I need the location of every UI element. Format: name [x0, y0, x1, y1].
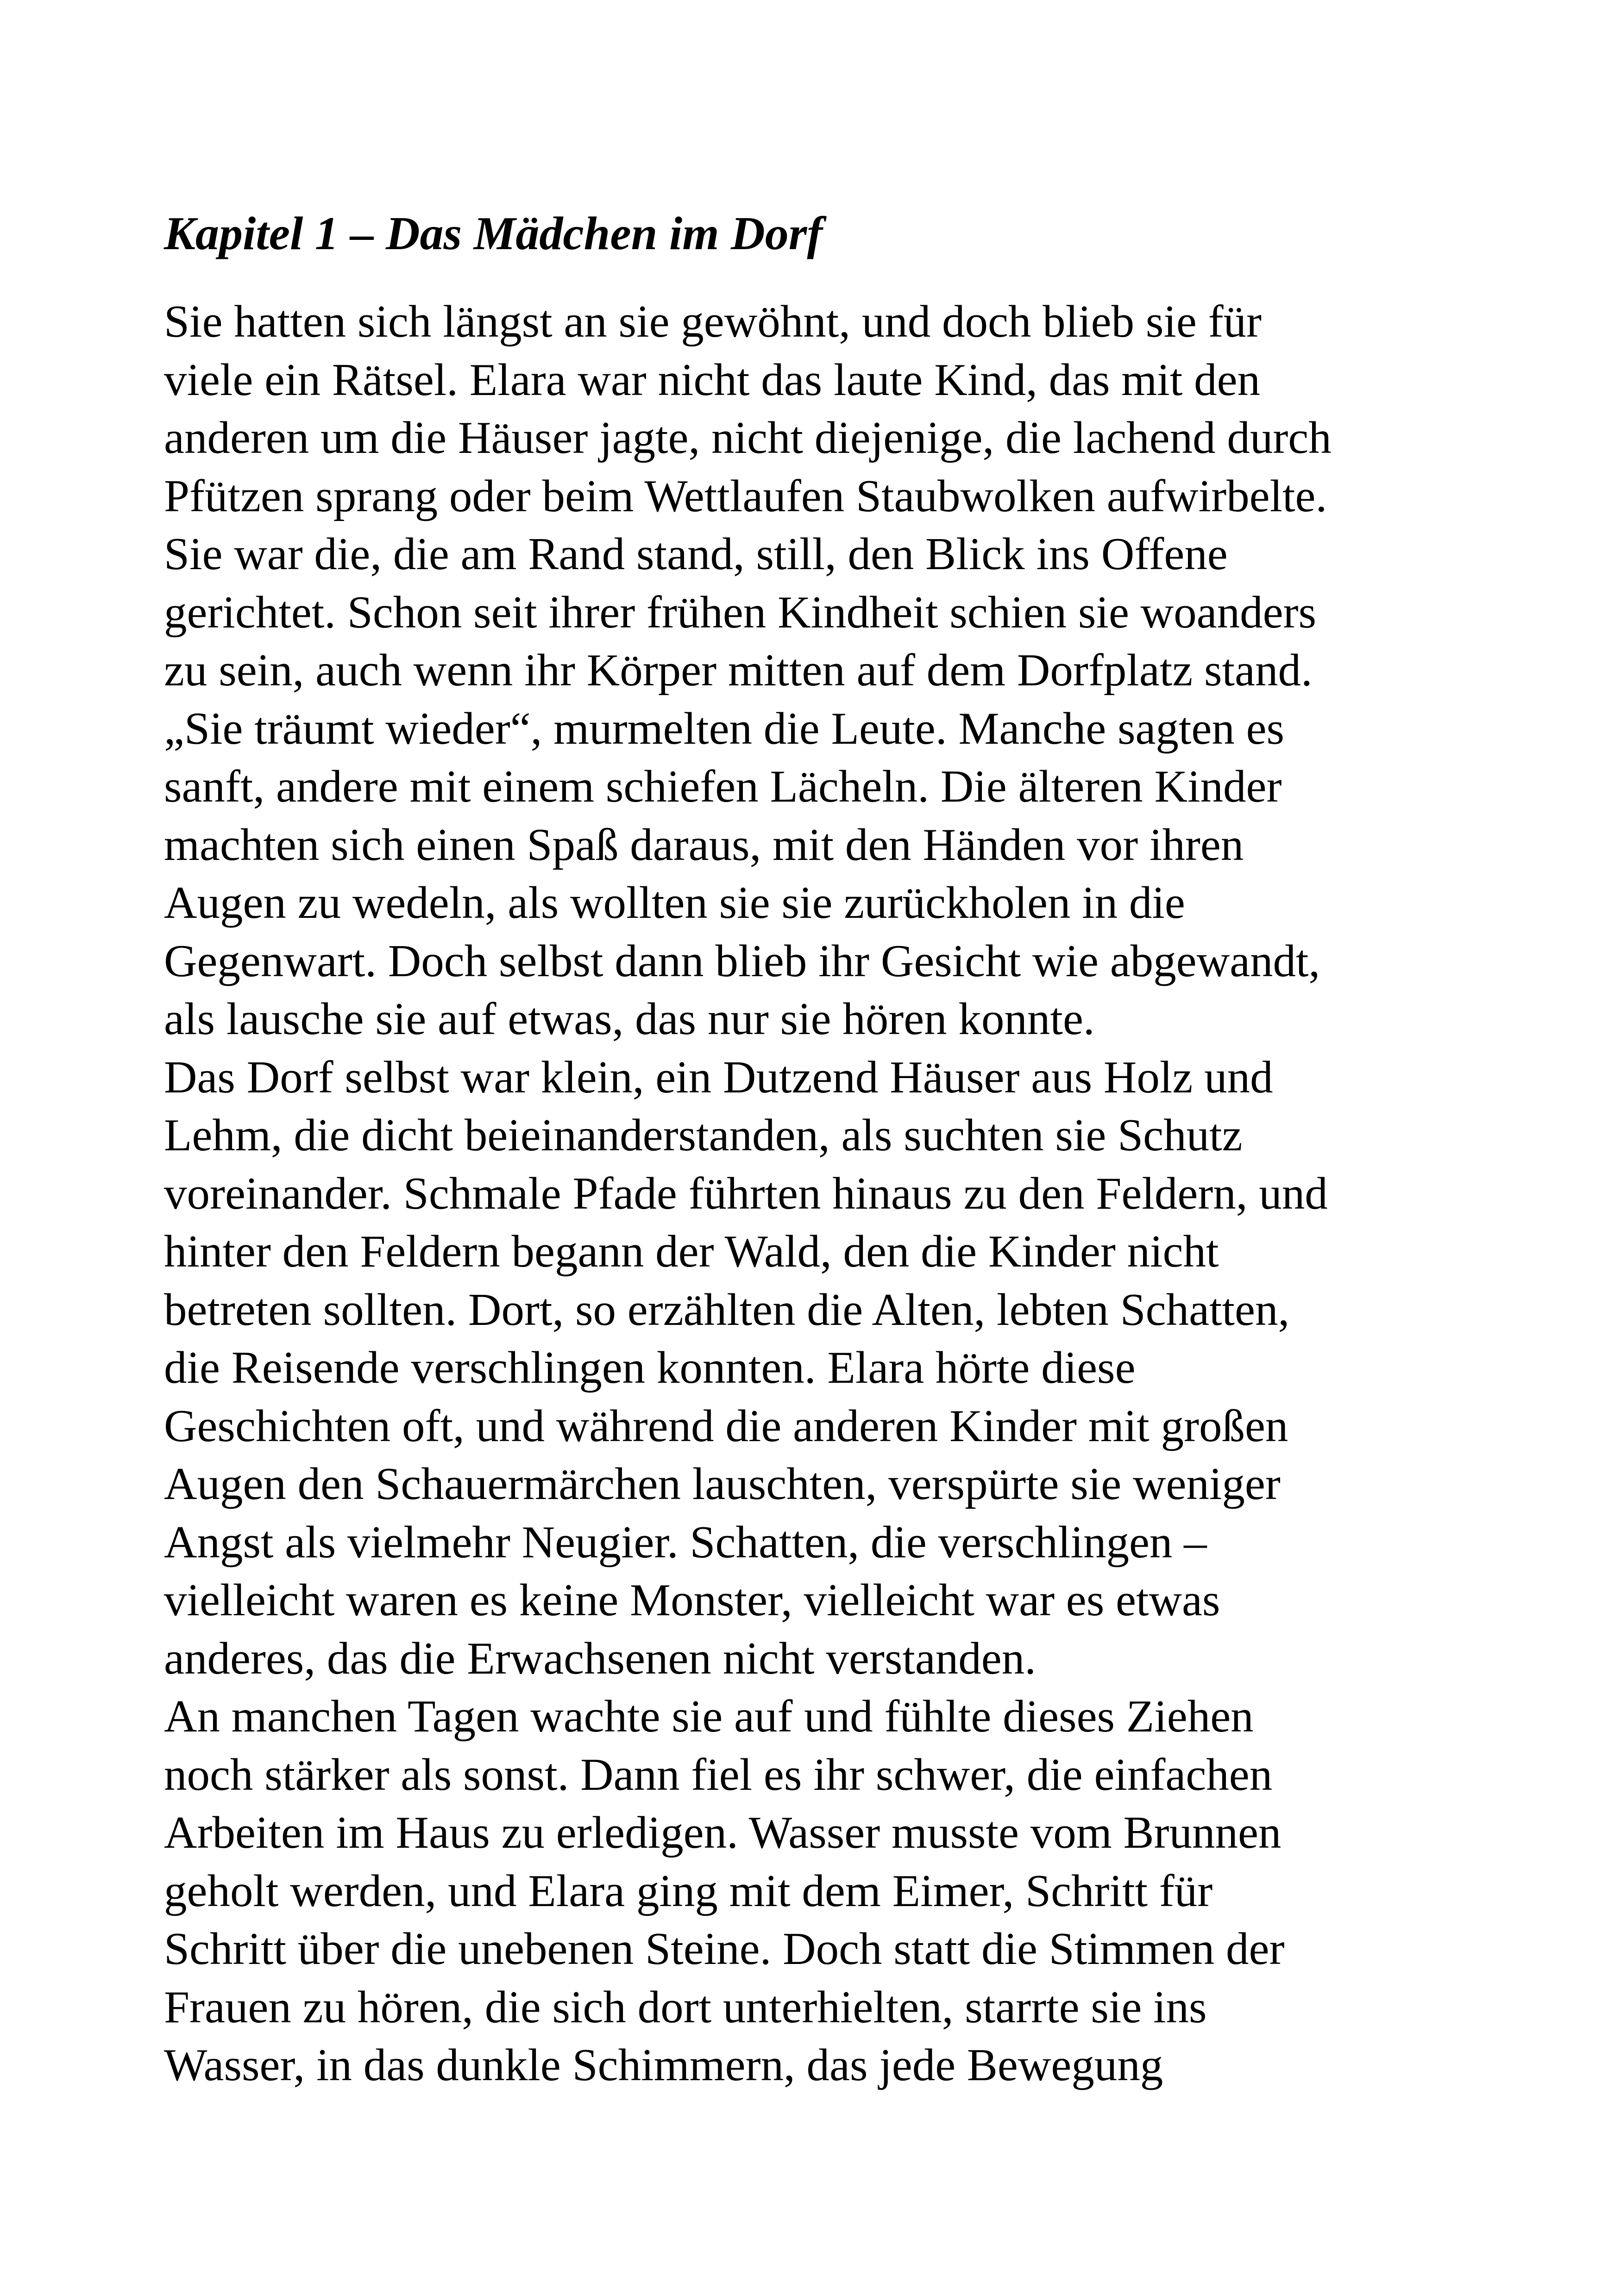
body-line: Das Dorf selbst war klein, ein Dutzend Häuser aus Holz und	[164, 1052, 1273, 1103]
body-line: noch stärker als sonst. Dann fiel es ihr schwer, die einfachen	[164, 1749, 1273, 1800]
body-line: Sie war die, die am Rand stand, still, den Blick ins Offene	[164, 529, 1228, 579]
body-line: betreten sollten. Dort, so erzählten die Alten, lebten Schatten,	[164, 1284, 1290, 1335]
body-line: Angst als vielmehr Neugier. Schatten, die verschlingen –	[164, 1517, 1207, 1568]
body-line: vielleicht waren es keine Monster, vielleicht war es etwas	[164, 1575, 1220, 1625]
body-line: Lehm, die dicht beieinanderstanden, als suchten sie Schutz	[164, 1110, 1243, 1161]
body-line: „Sie träumt wieder“, murmelten die Leute. Manche sagten es	[164, 703, 1285, 754]
body-line: Sie hatten sich längst an sie gewöhnt, und doch blieb sie für	[164, 296, 1262, 347]
body-line: viele ein Rätsel. Elara war nicht das laute Kind, das mit den	[164, 354, 1261, 405]
body-line: Frauen zu hören, die sich dort unterhielten, starrte sie ins	[164, 1982, 1207, 2033]
body-line: zu sein, auch wenn ihr Körper mitten auf dem Dorfplatz stand.	[164, 645, 1313, 696]
body-line: anderes, das die Erwachsenen nicht verstanden.	[164, 1633, 1036, 1684]
body-line: voreinander. Schmale Pfade führten hinaus zu den Feldern, und	[164, 1168, 1328, 1219]
body-line: gerichtet. Schon seit ihrer frühen Kindheit schien sie woanders	[164, 587, 1317, 638]
body-line: An manchen Tagen wachte sie auf und fühlte dieses Ziehen	[164, 1691, 1254, 1742]
body-line: Gegenwart. Doch selbst dann blieb ihr Gesicht wie abgewandt,	[164, 935, 1320, 986]
body-line: Augen den Schauermärchen lauschten, verspürte sie weniger	[164, 1459, 1281, 1509]
body-line: hinter den Feldern begann der Wald, den die Kinder nicht	[164, 1226, 1219, 1277]
body-line: Arbeiten im Haus zu erledigen. Wasser musste vom Brunnen	[164, 1807, 1282, 1858]
body-line: machten sich einen Spaß daraus, mit den Händen vor ihren	[164, 819, 1244, 870]
body-line: Augen zu wedeln, als wollten sie sie zurückholen in die	[164, 878, 1185, 928]
body-line: sanft, andere mit einem schiefen Lächeln. Die älteren Kinder	[164, 761, 1282, 812]
body-line: als lausche sie auf etwas, das nur sie hören konnte.	[164, 994, 1095, 1044]
body-line: Pfützen sprang oder beim Wettlaufen Staubwolken aufwirbelte.	[164, 470, 1327, 521]
body-line: anderen um die Häuser jagte, nicht diejenige, die lachend durch	[164, 413, 1332, 463]
body-line: geholt werden, und Elara ging mit dem Eimer, Schritt für	[164, 1865, 1213, 1916]
body-line: die Reisende verschlingen konnten. Elara hörte diese	[164, 1342, 1136, 1393]
chapter-title: Kapitel 1 – Das Mädchen im Dorf	[164, 207, 823, 260]
chapter-body	[164, 293, 1489, 2095]
body-line: Geschichten oft, und während die anderen Kinder mit großen	[164, 1400, 1288, 1451]
body-line: Schritt über die unebenen Steine. Doch statt die Stimmen der	[164, 1924, 1285, 1974]
body-line: Wasser, in das dunkle Schimmern, das jede Bewegung	[164, 2040, 1163, 2090]
